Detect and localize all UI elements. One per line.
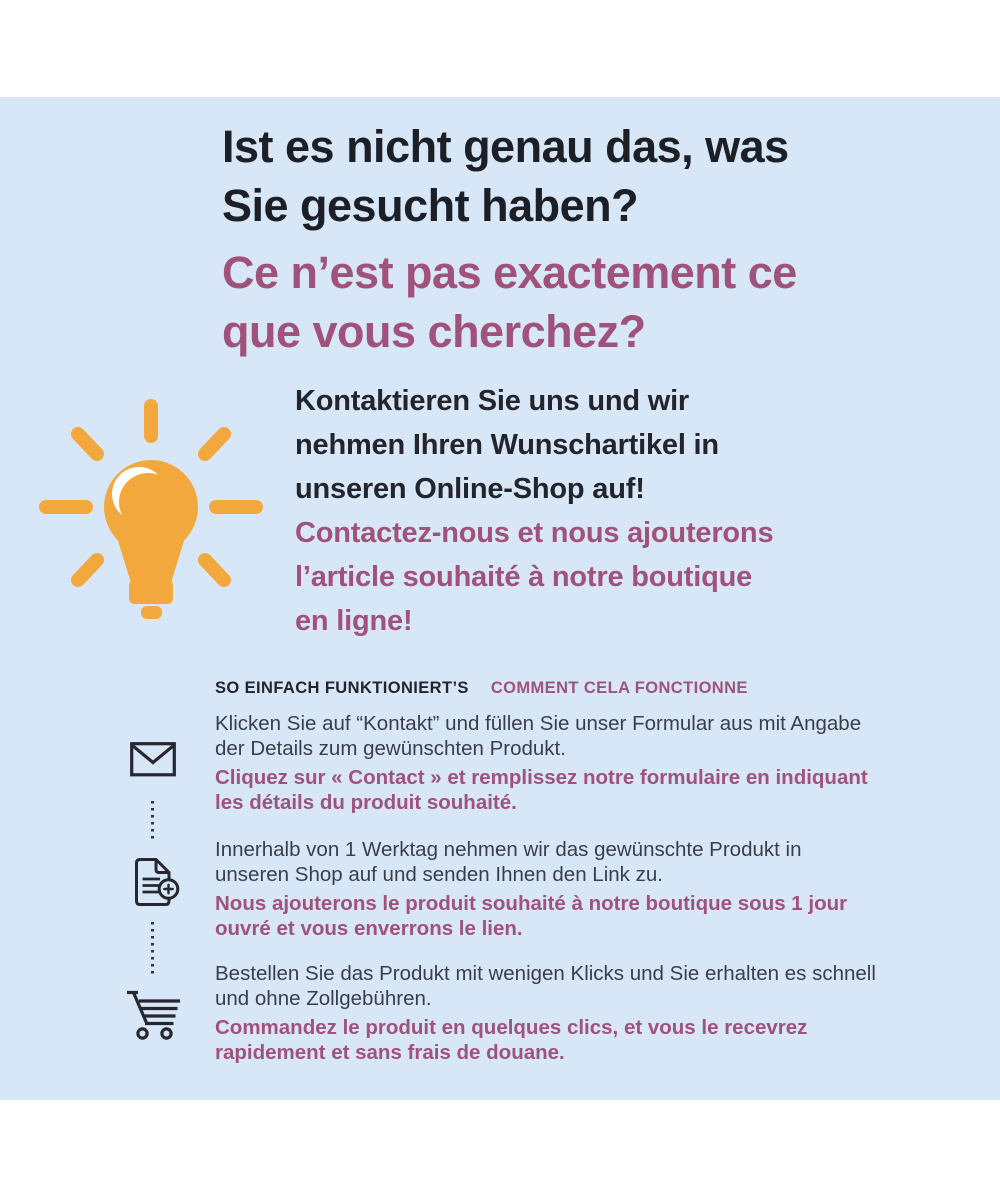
shopping-cart-icon bbox=[124, 988, 182, 1040]
document-add-icon bbox=[131, 857, 183, 909]
intro-german-line: nehmen Ihren Wunschartikel in bbox=[295, 429, 719, 461]
step-3-french bbox=[215, 1015, 876, 1066]
step-1 bbox=[215, 711, 868, 815]
hero-title-german-line: Ist es nicht genau das, was bbox=[222, 121, 789, 172]
dotted-connector bbox=[151, 801, 154, 840]
intro-french-line: Contactez-nous et nous ajouterons bbox=[295, 517, 774, 549]
step-2 bbox=[215, 837, 847, 941]
lightbulb-icon bbox=[38, 394, 265, 626]
intro-german-line: unseren Online-Shop auf! bbox=[295, 473, 645, 505]
step-text-line: und ohne Zollgebühren. bbox=[215, 987, 432, 1011]
step-text-line: unseren Shop auf und senden Ihnen den Link zu. bbox=[215, 863, 663, 887]
hero-title-french-line: Ce n’est pas exactement ce bbox=[222, 247, 797, 298]
step-1-french bbox=[215, 765, 868, 816]
section-heading-french: COMMENT CELA FONCTIONNE bbox=[490, 679, 748, 697]
step-text-line: Bestellen Sie das Produkt mit wenigen Klicks und Sie erhalten es schnell bbox=[215, 962, 876, 985]
intro-text bbox=[295, 379, 773, 643]
section-heading-german: SO EINFACH FUNKTIONIERT’S bbox=[215, 679, 469, 697]
hero-title-french bbox=[222, 243, 797, 361]
step-text-line: les détails du produit souhaité. bbox=[215, 790, 517, 814]
step-2-french bbox=[215, 891, 847, 942]
step-text-line: Cliquez sur « Contact » et remplissez notre formulaire en indiquant bbox=[215, 765, 868, 789]
step-text-line: Commandez le produit en quelques clics, et vous le recevrez bbox=[215, 1015, 808, 1039]
envelope-icon bbox=[130, 742, 176, 777]
step-2-german bbox=[215, 837, 847, 888]
step-1-german bbox=[215, 711, 868, 762]
how-it-works-headings bbox=[215, 679, 748, 698]
step-text-line: ouvré et vous enverrons le lien. bbox=[215, 916, 523, 940]
intro-german-line: Kontaktieren Sie uns und wir bbox=[295, 385, 690, 417]
step-3-german bbox=[215, 961, 876, 1012]
step-3 bbox=[215, 961, 876, 1065]
step-text-line: Klicken Sie auf “Kontakt” und füllen Sie unser Formular aus mit Angabe bbox=[215, 712, 862, 735]
intro-french-line: en ligne! bbox=[295, 605, 413, 637]
step-text-line: Nous ajouterons le produit souhaité à notre boutique sous 1 jour bbox=[215, 891, 848, 915]
step-text-line: rapidement et sans frais de douane. bbox=[215, 1040, 565, 1064]
intro-text-french bbox=[295, 511, 773, 643]
intro-text-german bbox=[295, 379, 773, 511]
intro-french-line: l’article souhaité à notre boutique bbox=[295, 561, 753, 593]
hero-title-german bbox=[222, 117, 789, 235]
hero-title-french-line: que vous cherchez? bbox=[222, 306, 646, 357]
hero-title-german-line: Sie gesucht haben? bbox=[222, 180, 639, 231]
step-text-line: Innerhalb von 1 Werktag nehmen wir das gewünschte Produkt in bbox=[215, 838, 802, 861]
step-text-line: der Details zum gewünschten Produkt. bbox=[215, 737, 566, 761]
dotted-connector bbox=[151, 922, 154, 977]
